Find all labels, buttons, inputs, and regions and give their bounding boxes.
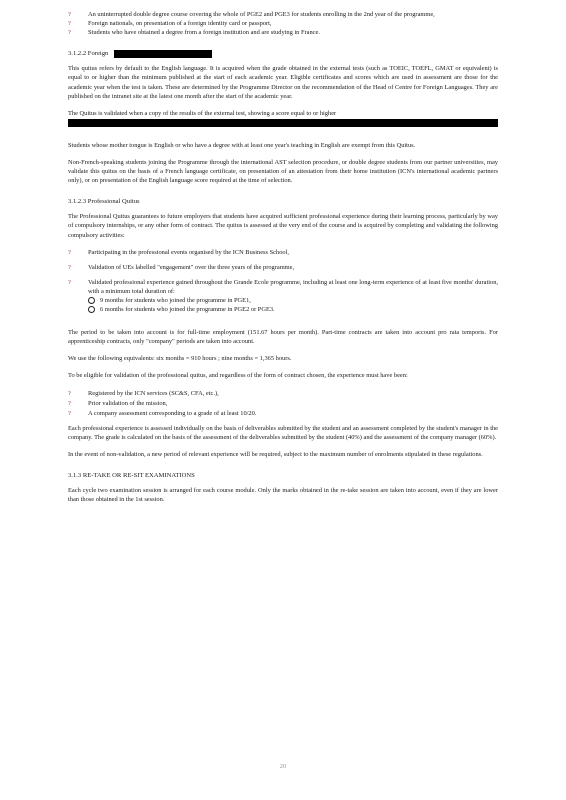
list-item xyxy=(68,389,498,398)
bullet-text: Prior validation of the mission, xyxy=(88,399,168,407)
sub-bullet-text: 6 months for students who joined the programme in PGE2 or PGE3. xyxy=(100,306,275,314)
eligibility-bullet-list xyxy=(68,389,498,418)
paragraph: The period to be taken into account is for full-time employment (151.67 hours per month). Part-time contracts are taken into account pro rata temporis. For apprenticeship contracts, only "company" periods are taken into account. xyxy=(68,329,498,346)
bullet-marker: ? xyxy=(68,20,71,28)
redaction-bar xyxy=(114,50,212,58)
paragraph: Each professional experience is assessed individually on the basis of deliverables submitted by the student and an assessment completed by the student's manager in the company. The grade is calculated on the basis of the assessment of the deliverables submitted by the student (40%) and the assessment of the company manager (60%). xyxy=(68,424,498,441)
list-item xyxy=(68,399,498,408)
list-item xyxy=(68,10,498,19)
bullet-text: Registered by the ICN services (SC&S, CFA, etc.), xyxy=(88,389,219,397)
heading-text: 3.1.2.3 Professional Quitus xyxy=(68,198,140,206)
bullet-marker: ? xyxy=(68,278,71,286)
bullet-text: Validated professional experience gained throughout the Grande Ecole programme, including at least one long-term experience of at least five months' duration, with a minimum total duration of: xyxy=(88,278,498,295)
bullet-text: A company assessment corresponding to a grade of at least 10/20. xyxy=(88,409,257,417)
sub-list-item xyxy=(68,296,498,305)
bullet-marker: ? xyxy=(68,248,71,256)
bullet-text: Validation of UEs labelled "engagement" over the three years of the programme, xyxy=(88,263,295,271)
heading-text: 3.1.2.2 Foreign xyxy=(68,50,109,58)
paragraph: This quitus refers by default to the English language. It is acquired when the grade obtained in the external tests (such as TOEIC, TOEFL, GMAT or equivalent) is equal to or higher than the minimum published at the start of each academic year. Eligible certificates and scores which are used in assessment are those for the academic year when the test is taken. These are determined by the Programme Director on the recommendation of the Head of Centre for Foreign Languages. They are published on the intranet site at the latest one month after the start of the academic year. xyxy=(68,65,498,100)
bullet-marker: ? xyxy=(68,399,71,407)
section-heading-foreign xyxy=(68,49,498,58)
circle-bullet-icon xyxy=(88,306,95,313)
heading-text: 3.1.3 RE-TAKE OR RE-SIT EXAMINATIONS xyxy=(68,472,195,480)
paragraph: To be eligible for validation of the professional quitus, and regardless of the form of contract chosen, the experience must have been: xyxy=(68,372,408,380)
list-item xyxy=(68,19,498,28)
paragraph: Each cycle two examination session is arranged for each course module. Only the marks obtained in the re-take session are taken into account, even if they are lower than those obtained in the 1st session. xyxy=(68,487,498,504)
bullet-text: Students who have obtained a degree from a foreign institution and are studying in France. xyxy=(88,29,320,37)
document-page xyxy=(68,10,498,512)
bullet-text: An uninterrupted double degree course covering the whole of PGE2 and PGE3 for students enrolling in the 2nd year of the programme, xyxy=(88,11,435,18)
sub-list-item xyxy=(68,305,498,314)
bullet-marker: ? xyxy=(68,263,71,271)
circle-bullet-icon xyxy=(88,297,95,304)
paragraph: Students whose mother tongue is English or who have a degree with at least one year's teaching in English are exempt from this Quitus. xyxy=(68,141,416,149)
paragraph: Non-French-speaking students joining the Programme through the international AST selection procedure, or double degree students from our partner universities, may validate this quitus on the basis of a French language certificate, on presentation of an attestation from their home institution (ICN's international academic partners only), or on presentation of the English language score required at the time of selection. xyxy=(68,158,498,185)
list-item xyxy=(68,248,498,257)
section-heading-professional xyxy=(68,197,498,206)
bullet-marker: ? xyxy=(68,11,71,18)
top-bullet-list xyxy=(68,10,498,37)
sub-bullet-text: 9 months for students who joined the programme in PGE1, xyxy=(100,296,251,304)
bullet-text: Foreign nationals, on presentation of a foreign identity card or passport, xyxy=(88,20,272,28)
paragraph: In the event of non-validation, a new period of relevant experience will be required, subject to the maximum number of enrolments stipulated in these regulations. xyxy=(68,451,483,458)
list-item xyxy=(68,278,498,296)
bullet-marker: ? xyxy=(68,389,71,397)
paragraph: The Quitus is validated when a copy of the results of the external test, showing a score equal to or higher xyxy=(68,109,337,117)
paragraph: We use the following equivalents: six months = 910 hours ; nine months = 1,365 hours. xyxy=(68,355,292,363)
paragraph: The Professional Quitus guarantees to future employers that students have acquired sufficient professional experience during their learning process, particularly by way of compulsory internships, or any other form of contract. The quitus is assessed at the very end of the course and is acquired by completing and validating the following compulsory activities: xyxy=(68,213,498,239)
list-item xyxy=(68,28,498,37)
bullet-marker: ? xyxy=(68,29,71,37)
list-item xyxy=(68,263,498,272)
bullet-text: Participating in the professional events organised by the ICN Business School, xyxy=(88,248,289,256)
bullet-marker: ? xyxy=(68,409,71,417)
professional-bullet-list xyxy=(68,248,498,315)
page-number: 20 xyxy=(279,763,287,770)
section-heading-retake xyxy=(68,471,498,480)
list-item xyxy=(68,409,498,418)
redaction-bar xyxy=(68,119,498,127)
